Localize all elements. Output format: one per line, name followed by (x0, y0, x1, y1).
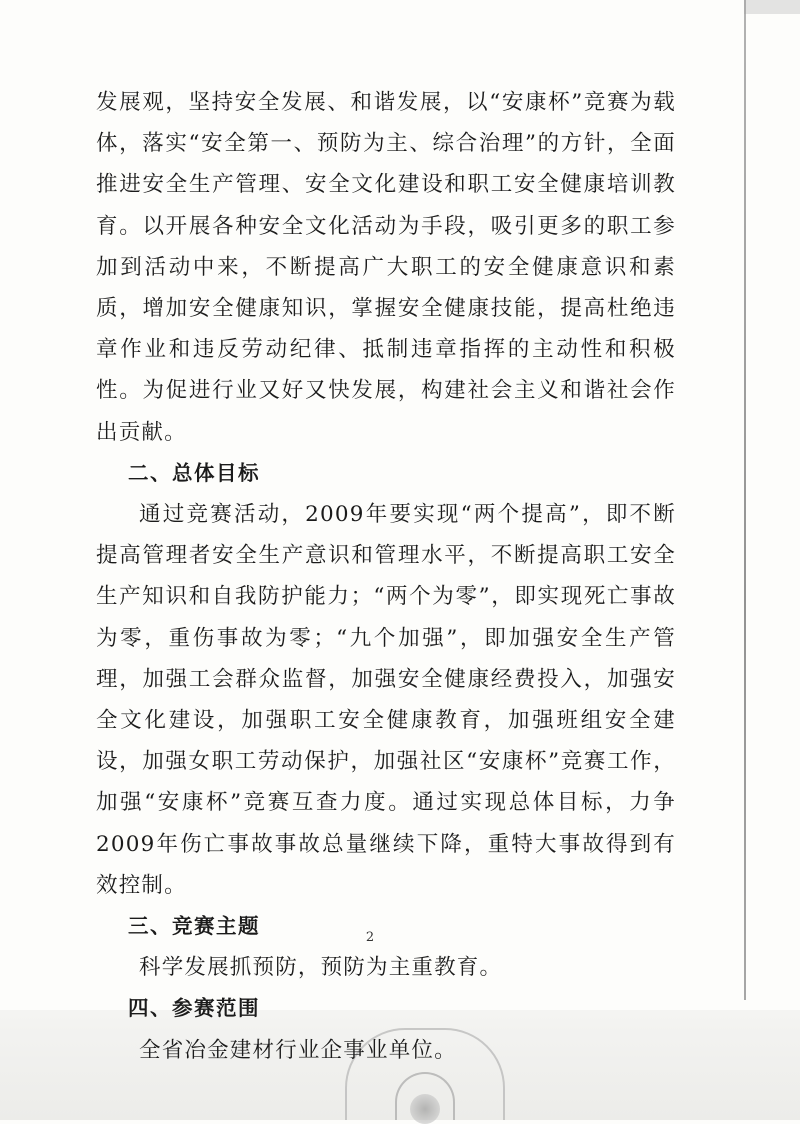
section-heading-overall-goal: 二、总体目标 (128, 460, 260, 485)
document-body (96, 82, 676, 1071)
section-body-theme: 科学发展抓预防，预防为主重教育。 (139, 955, 503, 981)
scan-page-edge (744, 0, 746, 1000)
section-heading-scope: 四、参赛范围 (128, 996, 260, 1021)
section-body-scope: 全省冶金建材行业企事业单位。 (139, 1037, 457, 1063)
page-number: 2 (365, 930, 375, 945)
scan-shadow-top (744, 0, 800, 14)
section-body-overall-goal: 通过竞赛活动，2009年要实现“两个提高”，即不断提高管理者安全生产意识和管理水平，不断提高职工安全生产知识和自我防护能力；“两个为零”，即实现死亡事故为零，重伤事故为零；“九个加强”，即加强安全生产管理，加强工会群众监督，加强安全健康经费投入，加强安全文化建设，加强职工安全健康教育，加强班组安全建设，加强女职工劳动保护，加强社区“安康杯”竞赛工作，加强“安康杯”竞赛互查力度。通过实现总体目标，力争2009年伤亡事故事故总量继续下降，重特大事故得到有效控制。 (96, 502, 676, 898)
intro-paragraph: 发展观，坚持安全发展、和谐发展，以“安康杯”竞赛为载体，落实“安全第一、预防为主、综合治理”的方针，全面推进安全生产管理、安全文化建设和职工安全健康培训教育。以开展各种安全文化活动为手段，吸引更多的职工参加到活动中来，不断提高广大职工的安全健康意识和素质，增加安全健康知识，掌握安全健康技能，提高杜绝违章作业和违反劳动纪律、抵制违章指挥的主动性和积极性。为促进行业又好又快发展，构建社会主义和谐社会作出贡献。 (96, 90, 676, 445)
section-heading-theme: 三、竞赛主题 (128, 914, 260, 939)
